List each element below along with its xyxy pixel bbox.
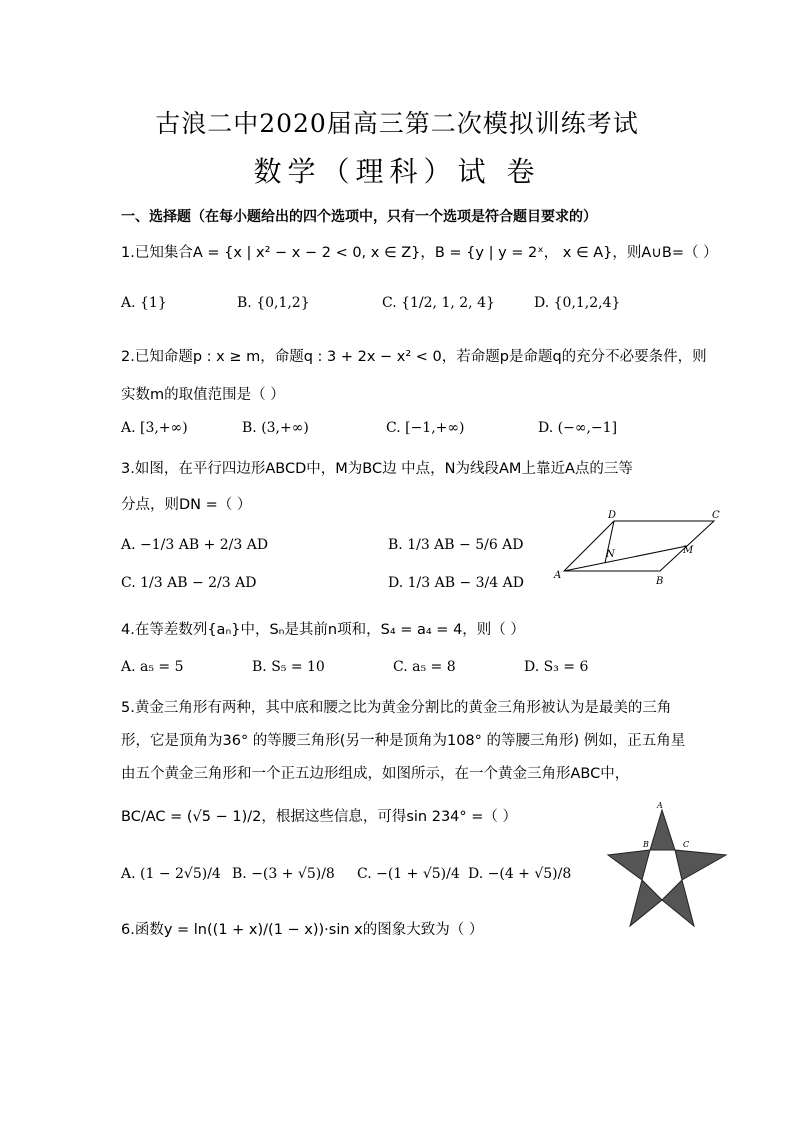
- exam-title: 古浪二中2020届高三第二次模拟训练考试: [155, 109, 639, 138]
- question-1-option-a[interactable]: A. {1}: [121, 295, 167, 311]
- question-1-option-d[interactable]: D. {0,1,2,4}: [534, 295, 621, 311]
- question-2-option-a[interactable]: A. [3,+∞): [121, 420, 188, 436]
- figure-label-b: B: [656, 576, 664, 587]
- question-4-option-b[interactable]: B. S₅ = 10: [252, 659, 325, 675]
- question-4-option-c[interactable]: C. a₅ = 8: [393, 659, 456, 675]
- question-3-option-d[interactable]: D. 1/3 AB − 3/4 AD: [388, 575, 524, 591]
- figure-label-c: C: [712, 510, 720, 521]
- question-3-stem-line-1: 3.如图，在平行四边形ABCD中，M为BC边 中点，N为线段AM上靠近A点的三等: [121, 461, 633, 477]
- question-3-stem-line-2: 分点，则DN =（ ）: [121, 497, 252, 513]
- question-2-stem-line-2: 实数m的取值范围是（ ）: [121, 387, 285, 403]
- question-3-option-c[interactable]: C. 1/3 AB − 2/3 AD: [121, 575, 257, 591]
- figure-label-a: A: [554, 570, 562, 581]
- star-label-c: C: [683, 840, 690, 849]
- question-1-stem: 1.已知集合A = {x | x² − x − 2 < 0, x ∈ Z}，B = {y | y = 2ˣ， x ∈ A}，则A∪B=（ ）: [121, 245, 718, 261]
- question-5-option-c[interactable]: C. −(1 + √5)/4: [357, 866, 460, 882]
- exam-subtitle: 数学（理科）试 卷: [253, 155, 541, 188]
- parallelogram-figure: [550, 505, 730, 590]
- question-5-stem-line-3: 由五个黄金三角形和一个正五边形组成，如图所示，在一个黄金三角形ABC中，: [121, 766, 630, 782]
- question-5-stem-line-4: BC/AC = (√5 − 1)/2，根据这些信息，可得sin 234° =（ ）: [121, 809, 518, 825]
- section-heading: 一、选择题（在每小题给出的四个选项中，只有一个选项是符合题目要求的）: [121, 209, 597, 225]
- question-1-option-c[interactable]: C. {1/2, 1, 2, 4}: [382, 295, 495, 311]
- question-2-option-c[interactable]: C. [−1,+∞): [386, 420, 465, 436]
- golden-star-figure: [598, 800, 738, 930]
- question-5-option-b[interactable]: B. −(3 + √5)/8: [232, 866, 335, 882]
- question-5-option-a[interactable]: A. (1 − 2√5)/4: [121, 866, 221, 882]
- question-4-stem: 4.在等差数列{aₙ}中，Sₙ是其前n项和，S₄ = a₄ = 4，则（ ）: [121, 622, 525, 638]
- figure-label-n: N: [606, 549, 615, 560]
- question-6-stem: 6.函数y = ln((1 + x)/(1 − x))·sin x的图象大致为（ ）: [121, 922, 484, 938]
- star-label-b: B: [643, 840, 649, 849]
- question-3-option-b[interactable]: B. 1/3 AB − 5/6 AD: [388, 537, 524, 553]
- question-4-option-d[interactable]: D. S₃ = 6: [524, 659, 589, 675]
- figure-label-m: M: [683, 545, 694, 556]
- question-5-stem-line-2: 形，它是顶角为36° 的等腰三角形(另一种是顶角为108° 的等腰三角形) 例如，正五角星: [121, 733, 686, 749]
- star-label-a: A: [657, 801, 663, 810]
- question-1-option-b[interactable]: B. {0,1,2}: [237, 295, 310, 311]
- question-4-option-a[interactable]: A. a₅ = 5: [121, 659, 184, 675]
- figure-label-d: D: [608, 510, 617, 521]
- question-2-stem-line-1: 2.已知命题p : x ≥ m，命题q : 3 + 2x − x² < 0，若命题p是命题q的充分不必要条件，则: [121, 349, 707, 365]
- segment-am: [564, 546, 687, 571]
- question-3-option-a[interactable]: A. −1/3 AB + 2/3 AD: [121, 537, 269, 553]
- question-5-option-d[interactable]: D. −(4 + √5)/8: [468, 866, 572, 882]
- question-2-option-b[interactable]: B. (3,+∞): [242, 420, 309, 436]
- question-5-stem-line-1: 5.黄金三角形有两种，其中底和腰之比为黄金分割比的黄金三角形被认为是最美的三角: [121, 700, 672, 716]
- question-2-option-d[interactable]: D. (−∞,−1]: [538, 420, 618, 436]
